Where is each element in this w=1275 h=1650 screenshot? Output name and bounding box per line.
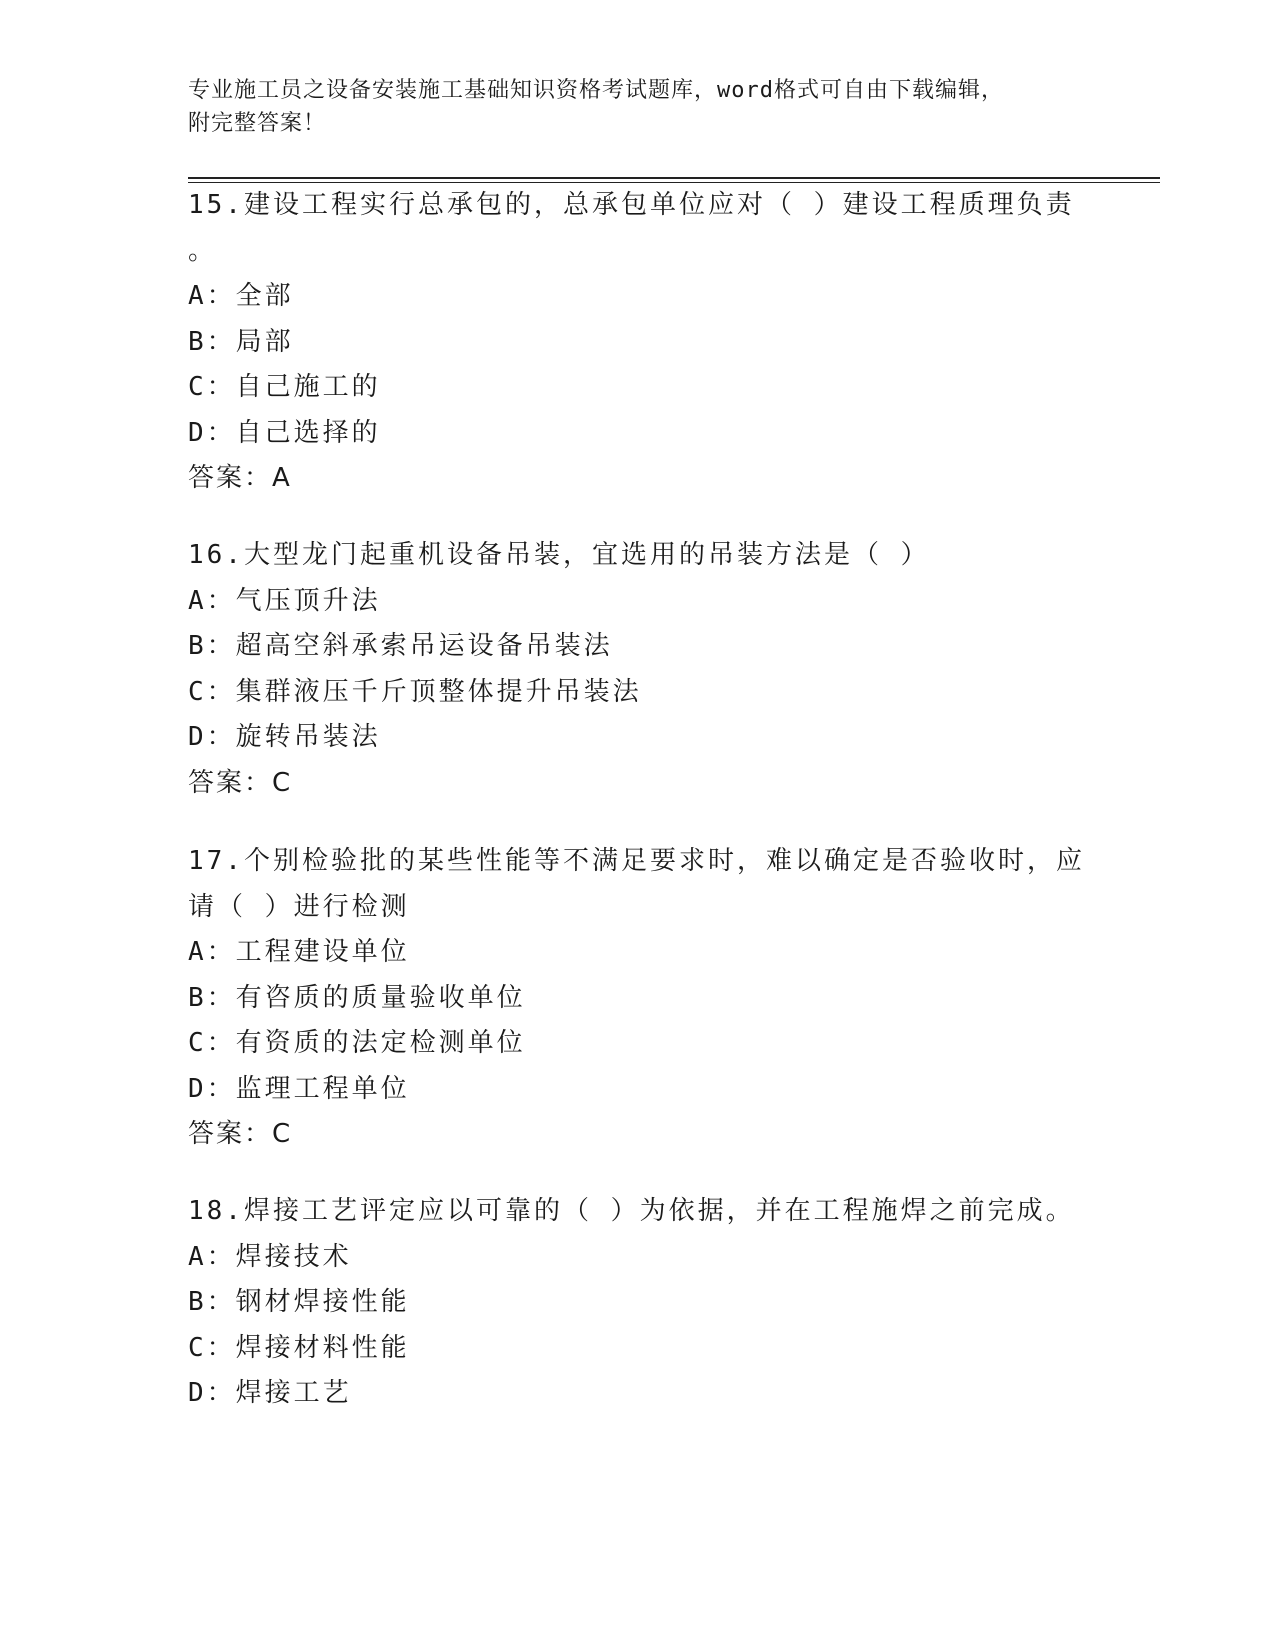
option-b: B：钢材焊接性能 [188,1287,410,1317]
question-stem: 15.建设工程实行总承包的，总承包单位应对（ ）建设工程质理负责 [188,190,1075,220]
header-line-1: 专业施工员之设备安装施工基础知识资格考试题库，word格式可自由下载编辑， [188,78,1004,103]
header-line-2: 附完整答案！ [188,111,327,136]
answer: 答案：C [188,1119,293,1149]
option-b: B：局部 [188,326,294,357]
question-stem-cont: 。 [188,235,218,266]
option-c: C：集群液压千斤顶整体提升吊装法 [188,676,642,707]
option-d: D：自己选择的 [188,417,381,448]
question-stem: 18.焊接工艺评定应以可靠的（ ）为依据，并在工程施焊之前完成。 [188,1196,1075,1226]
question-18 [188,1189,1088,1417]
document-header [188,74,1088,140]
header-divider-thick [188,177,1160,179]
option-b: B：超高空斜承索吊运设备吊装法 [188,631,613,661]
question-16 [188,533,1088,806]
option-b: B：有咨质的质量验收单位 [188,982,526,1013]
question-stem-cont: 请（ ）进行检测 [188,891,410,922]
answer: 答案：A [188,463,292,493]
option-c: C：自己施工的 [188,372,381,402]
option-c: C：焊接材料性能 [188,1332,410,1363]
question-17 [188,839,1088,1158]
option-a: A：气压顶升法 [188,585,381,616]
option-c: C：有资质的法定检测单位 [188,1028,526,1058]
question-15 [188,183,1088,502]
option-a: A：全部 [188,281,294,311]
option-a: A：工程建设单位 [188,937,410,967]
option-d: D：焊接工艺 [188,1378,352,1408]
question-stem: 16.大型龙门起重机设备吊装，宜选用的吊装方法是（ ） [188,540,930,570]
option-a: A：焊接技术 [188,1241,352,1272]
question-stem: 17.个别检验批的某些性能等不满足要求时，难以确定是否验收时，应 [188,846,1085,876]
answer: 答案：C [188,767,293,798]
option-d: D：监理工程单位 [188,1073,410,1104]
option-d: D：旋转吊装法 [188,722,381,752]
